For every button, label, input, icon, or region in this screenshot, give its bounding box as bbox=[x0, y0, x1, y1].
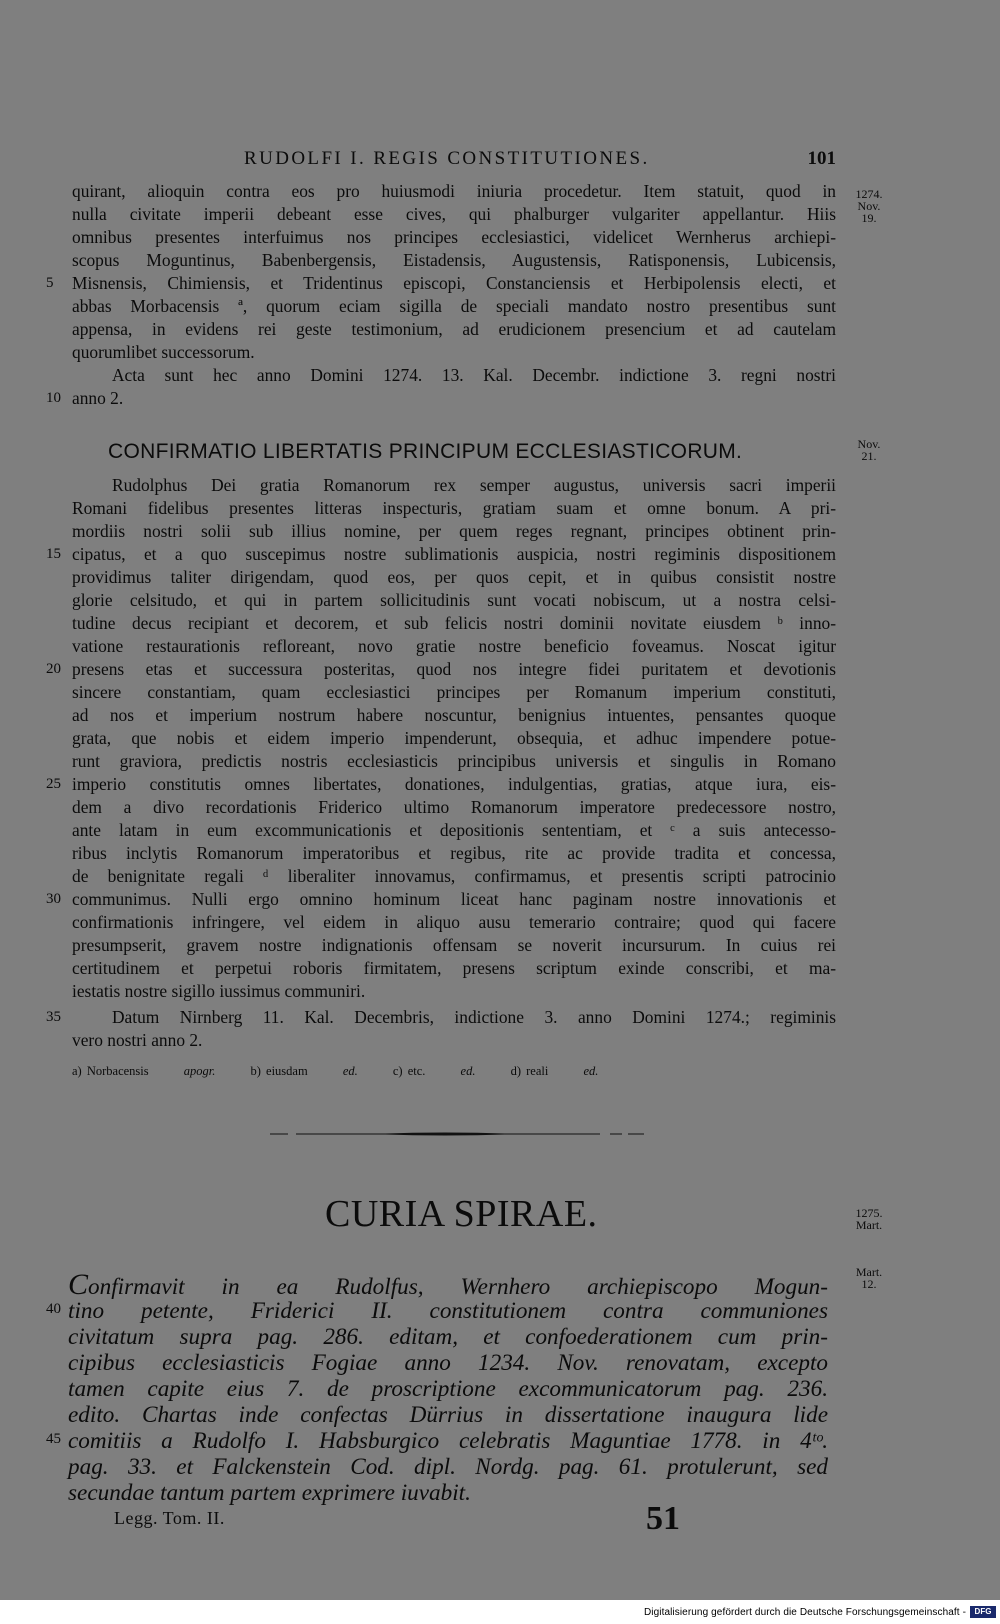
section-heading: CONFIRMATIO LIBERTATIS PRINCIPUM ECCLESIASTICORUM. bbox=[108, 440, 743, 463]
text-line: nulla civitate imperii debeant esse cives, qui phalburger vulgariter appellantur. Hiis bbox=[72, 204, 836, 224]
margin-date-day: 19. bbox=[861, 211, 877, 225]
text-line: Misnensis, Chimiensis, et Tridentinus episcopi, Constanciensis et Herbipolensis electi, et bbox=[72, 273, 836, 293]
text-line: mordiis nostri solii sub illius nomine, per quem reges regnant, principes obtinent prin- bbox=[72, 521, 836, 541]
text-line: ad nos et imperium nostrum habere noscuntur, benignius intuentes, pensantes quoque bbox=[72, 705, 836, 725]
footnote: c) etc. ed. bbox=[392, 1064, 476, 1078]
text-line: Rudolphus Dei gratia Romanorum rex semper augustus, universis sacri imperii bbox=[112, 475, 836, 495]
italic-line: pag. 33. et Falckenstein Cod. dipl. Nordg. pag. 61. protulerunt, sed bbox=[68, 1454, 828, 1480]
text-line: anno 2. bbox=[72, 388, 124, 408]
line-number: 15 bbox=[46, 546, 61, 562]
margin-date-day: 12. bbox=[861, 1277, 877, 1291]
margin-date-year: 1275. bbox=[855, 1206, 883, 1220]
text-line: abbas Morbacensis ª, quorum eciam sigilla de speciali mandato nostro presentibus sunt bbox=[72, 296, 836, 316]
margin-date-month: Nov. bbox=[857, 437, 881, 451]
line-number: 25 bbox=[46, 776, 61, 792]
running-title: RUDOLFI I. REGIS CONSTITUTIONES. bbox=[244, 148, 650, 169]
text-line: presumpserit, gravem nostre indignationis offensam se noverit incursurum. In cuius rei bbox=[72, 935, 836, 955]
running-header bbox=[72, 148, 836, 170]
text-line: tudine decus recipiant et decorem, et sub felicis nostri dominii novitate eiusdem ᵇ inno- bbox=[72, 613, 836, 633]
footnote: a) Norbacensis apogr. bbox=[72, 1064, 216, 1078]
text-line: quirant, alioquin contra eos pro huiusmodi iniuria procedetur. Item statuit, quod in bbox=[72, 181, 836, 201]
text-line: imperio constitutis omnes libertates, donationes, indulgentias, gratias, atque iura, eis- bbox=[72, 774, 836, 794]
margin-date-month: Nov. bbox=[857, 199, 881, 213]
margin-date-month: Mart. bbox=[855, 1265, 883, 1279]
footnote: d) reali ed. bbox=[510, 1064, 599, 1078]
text-line: ante latam in eum excommunicationis et depositionis sententiam, et ᶜ a suis antecesso- bbox=[72, 820, 836, 840]
ornamental-divider bbox=[270, 1131, 644, 1137]
italic-line: tamen capite eius 7. de proscriptione excommunicatorum pag. 236. bbox=[68, 1376, 828, 1402]
italic-line: cipibus ecclesiasticis Fogiae anno 1234. Nov. renovatam, excepto bbox=[68, 1350, 828, 1376]
text-line: iestatis nostre sigillo iussimus communiri. bbox=[72, 981, 366, 1001]
text-line: vatione restaurationis refloreant, novo gratie nostre beneficio foveamus. Noscat igitur bbox=[72, 636, 836, 656]
text-line: omnibus presentes interfuimus nos principes ecclesiastici, videlicet Wernherus archiepi- bbox=[72, 227, 836, 247]
text-line: communimus. Nulli ergo omnino hominum liceat hanc paginam nostre innovationis et bbox=[72, 889, 836, 909]
text-line: dem a divo recordationis Friderico ultimo Romanorum imperatore predecessore nostro, bbox=[72, 797, 836, 817]
text-line: de benignitate regali ᵈ liberaliter innovamus, confirmamus, et presentis scripti patrocinio bbox=[72, 866, 836, 886]
margin-date bbox=[842, 1207, 896, 1231]
margin-date-year: 1274. bbox=[855, 187, 883, 201]
drop-cap: C bbox=[68, 1268, 89, 1301]
text-line: Acta sunt hec anno Domini 1274. 13. Kal. Decembr. indictione 3. regni nostri bbox=[112, 365, 836, 385]
text-line: sincere constantiam, quam ecclesiastici principes per Romanum imperium constituti, bbox=[72, 682, 836, 702]
line-number: 20 bbox=[46, 661, 61, 677]
line-number: 5 bbox=[46, 275, 54, 291]
margin-date bbox=[842, 438, 896, 462]
text-line: quorumlibet successorum. bbox=[72, 342, 255, 362]
line-number: 35 bbox=[46, 1009, 61, 1025]
line-number: 30 bbox=[46, 891, 61, 907]
funding-bar bbox=[0, 1600, 1000, 1624]
italic-line: secundae tantum partem exprimere iuvabit. bbox=[68, 1480, 471, 1506]
text-line: confirmationis infringere, vel eidem in aliquo ausu temerario contraire; quod qui facere bbox=[72, 912, 836, 932]
italic-line: civitatum supra pag. 286. editam, et confoederationem cum prin- bbox=[68, 1324, 828, 1350]
text-line: grata, que nobis et eidem imperio impenderunt, obsequia, et adhuc impendere potue- bbox=[72, 728, 836, 748]
page-number: 101 bbox=[807, 148, 836, 169]
margin-date-day: 21. bbox=[861, 449, 877, 463]
text-line: Datum Nirnberg 11. Kal. Decembris, indictione 3. anno Domini 1274.; regiminis bbox=[112, 1007, 836, 1027]
italic-line: tino petente, Friderici II. constitutionem contra communiones bbox=[68, 1298, 828, 1324]
text-line: presens etas et successura posteritas, quod nos integre fidei puritatem et devotionis bbox=[72, 659, 836, 679]
dfg-logo: DFG bbox=[970, 1606, 996, 1618]
text-line: providimus taliter dirigendam, quod eos, per quos cepit, et in quibus consistit nostre bbox=[72, 567, 836, 587]
text-line: runt graviora, predictis nostris ecclesiasticis principibus universis et singulis in Romano bbox=[72, 751, 836, 771]
text-line: certitudinem et perpetui roboris firmitatem, presens scriptum exinde conscribi, et ma- bbox=[72, 958, 836, 978]
margin-date-month: Mart. bbox=[855, 1218, 883, 1232]
text-line: glorie celsitudo, et qui in partem sollicitudinis sunt vocati nobiscum, ut a nostra celsi- bbox=[72, 590, 836, 610]
text-line: appensa, in evidens rei geste testimonium, ad erudicionem presencium et ad cautelam bbox=[72, 319, 836, 339]
margin-date bbox=[842, 188, 896, 224]
text-line: scopus Moguntinus, Babenbergensis, Eistadensis, Augustensis, Ratisponensis, Lubicensis, bbox=[72, 250, 836, 270]
italic-line: comitiis a Rudolfo I. Habsburgico celebratis Maguntiae 1778. in 4ᵗᵒ. bbox=[68, 1428, 828, 1454]
italic-line: edito. Chartas inde confectas Dürrius in dissertatione inaugura lide bbox=[68, 1402, 828, 1428]
text-line: cipatus, et a quo suscepimus nostre sublimationis auspicia, nostri regiminis dispositionem bbox=[72, 544, 836, 564]
line-number: 10 bbox=[46, 390, 61, 406]
footnotes bbox=[72, 1064, 628, 1082]
footnote: b) eiusdam ed. bbox=[250, 1064, 358, 1078]
line-number: 45 bbox=[46, 1431, 61, 1447]
funding-text: Digitalisierung gefördert durch die Deutsche Forschungsgemeinschaft - bbox=[643, 1607, 966, 1618]
line-number: 40 bbox=[46, 1301, 61, 1317]
text-line: ribus inclytis Romanorum imperatoribus et regibus, rite ac provide tradita et concessa, bbox=[72, 843, 836, 863]
section-title: CURIA SPIRAE. bbox=[325, 1193, 598, 1235]
italic-line: Confirmavit in ea Rudolfus, Wernhero archiepiscopo Mogun- bbox=[68, 1268, 828, 1301]
gathering-number: 51 bbox=[646, 1500, 680, 1537]
margin-date bbox=[842, 1266, 896, 1290]
volume-signature: Legg. Tom. II. bbox=[114, 1508, 225, 1528]
text-line: vero nostri anno 2. bbox=[72, 1030, 203, 1050]
text-line: Romani fidelibus presentes litteras inspecturis, gratiam suam et omne bonum. A pri- bbox=[72, 498, 836, 518]
